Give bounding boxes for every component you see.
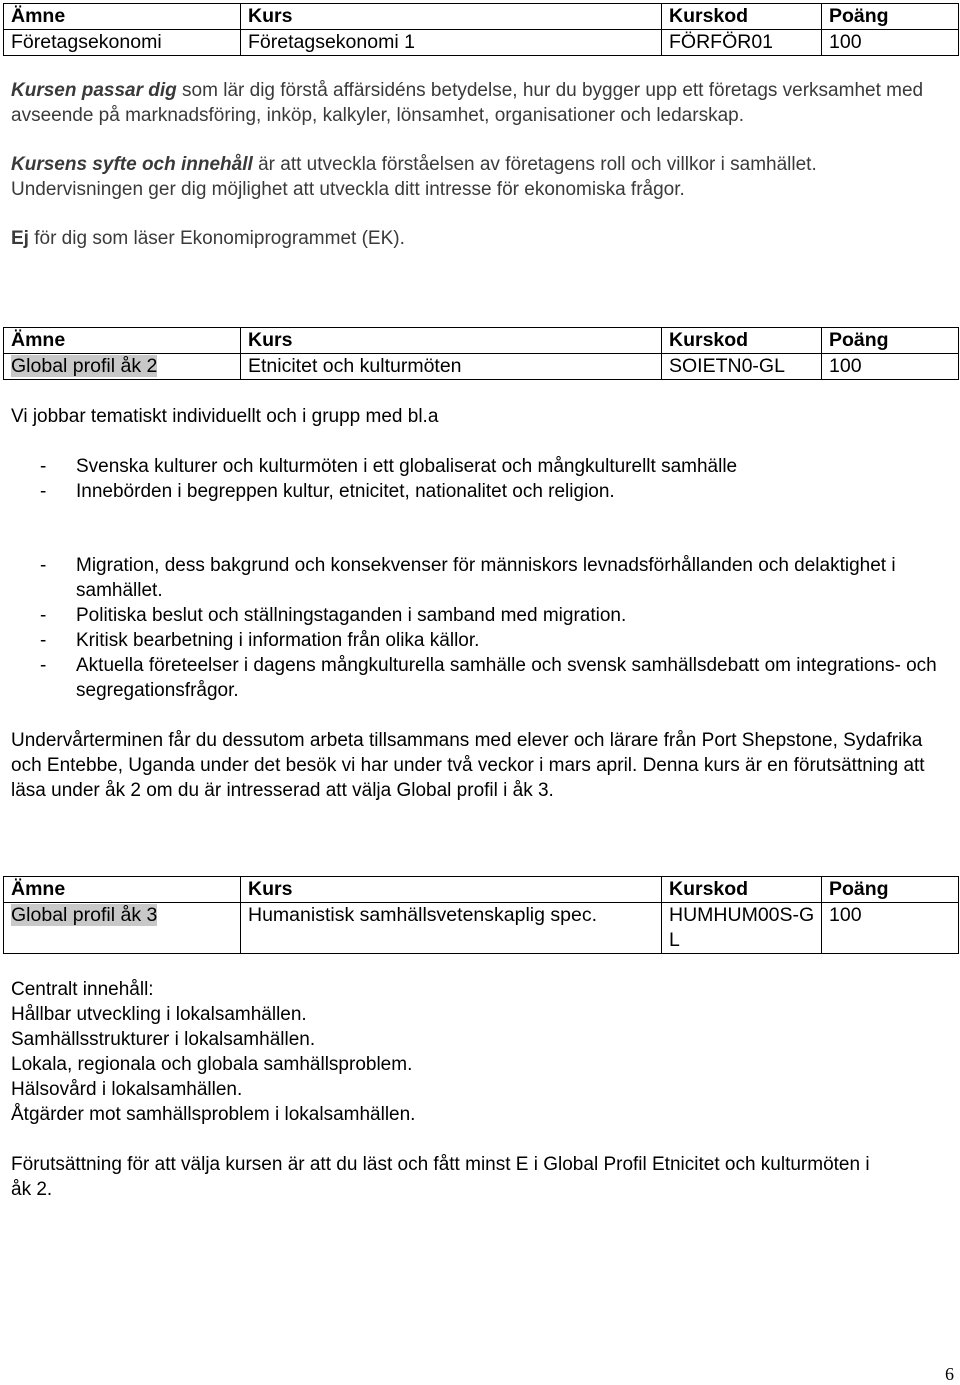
cell-poang: 100: [822, 903, 959, 954]
paragraph-kursen-passar: [11, 78, 951, 128]
course-table-global-profil-ak2: [3, 327, 959, 380]
table-row: [4, 354, 959, 380]
header-poang: Poäng: [822, 877, 959, 903]
text-ej: för dig som läser Ekonomiprogrammet (EK).: [28, 228, 405, 249]
list-item: - Innebörden i begreppen kultur, etnicitet, nationalitet och religion.: [40, 481, 615, 502]
header-kurs: Kurs: [241, 328, 662, 354]
course-table-foretagsekonomi: [3, 3, 959, 56]
cell-poang: 100: [822, 354, 959, 380]
topic-list-a: [11, 454, 951, 504]
header-poang: Poäng: [822, 4, 959, 30]
content-line: Samhällsstrukturer i lokalsamhällen.: [11, 1029, 316, 1050]
table-row: [4, 903, 959, 954]
list-item: - Svenska kulturer och kulturmöten i ett globaliserat och mångkulturellt samhälle: [40, 456, 738, 477]
topic-list-b: [11, 553, 951, 703]
content-line: Hälsovård i lokalsamhällen.: [11, 1079, 243, 1100]
cell-kurskod: FÖRFÖR01: [662, 30, 822, 56]
header-kurs: Kurs: [241, 4, 662, 30]
cell-amne: [4, 354, 241, 380]
course-description-foretagsekonomi: [11, 78, 951, 251]
header-poang: Poäng: [822, 328, 959, 354]
cell-poang: 100: [822, 30, 959, 56]
list-item: - Aktuella företeelser i dagens mångkulturella samhälle och svensk samhällsdebatt om integrations- och segregationsfrågor.: [40, 655, 937, 701]
prerequisite-text: Förutsättning för att välja kursen är att du läst och fått minst E i Global Profil Etnicitet och kulturmöten i åk 2.: [11, 1154, 870, 1200]
text-syfte: är att utveckla förståelsen av företagens roll och villkor i samhället. Undervisningen ger dig möjlighet att utveckla ditt intresse för ekonomiska frågor.: [11, 154, 817, 200]
header-amne: Ämne: [4, 4, 241, 30]
list-item: - Migration, dess bakgrund och konsekvenser för människors levnadsförhållanden och delaktighet i samhället.: [40, 555, 896, 601]
header-kurskod: Kurskod: [662, 877, 822, 903]
paragraph-syfte: [11, 152, 951, 202]
table-header-row: [4, 328, 959, 354]
header-amne: Ämne: [4, 877, 241, 903]
closing-global-profil-ak2: Undervårterminen får du dessutom arbeta tillsammans med elever och lärare från Port Shepstone, Sydafrika och Entebbe, Uganda under det besök vi har under två veckor i mars april. Denna kurs är en förutsättning att läsa under åk 2 om du är intresserad att välja Global profil i åk 3.: [11, 730, 925, 801]
header-amne: Ämne: [4, 328, 241, 354]
content-line: Lokala, regionala och globala samhällsproblem.: [11, 1054, 413, 1075]
intro-global-profil-ak2: Vi jobbar tematiskt individuellt och i grupp med bl.a: [11, 406, 439, 427]
lead-syfte: Kursens syfte och innehåll: [11, 154, 253, 175]
table-header-row: [4, 4, 959, 30]
list-item: - Kritisk bearbetning i information från olika källor.: [40, 630, 480, 651]
lead-kursen-passar: Kursen passar dig: [11, 80, 177, 101]
table-row: [4, 30, 959, 56]
course-table-global-profil-ak3: [3, 876, 959, 954]
highlighted-subject: Global profil åk 3: [11, 904, 158, 926]
header-kurskod: Kurskod: [662, 328, 822, 354]
header-kurs: Kurs: [241, 877, 662, 903]
cell-kurskod: HUMHUM00S-GL: [662, 903, 822, 954]
cell-kurs: Humanistisk samhällsvetenskaplig spec.: [241, 903, 662, 954]
highlighted-subject: Global profil åk 2: [11, 355, 158, 377]
cell-kurs: Företagsekonomi 1: [241, 30, 662, 56]
central-content: [11, 977, 951, 1127]
cell-amne: [4, 903, 241, 954]
header-kurskod: Kurskod: [662, 4, 822, 30]
paragraph-ej: [11, 226, 951, 251]
cell-kurskod: SOIETN0-GL: [662, 354, 822, 380]
cell-kurs: Etnicitet och kulturmöten: [241, 354, 662, 380]
content-line: Hållbar utveckling i lokalsamhällen.: [11, 1004, 307, 1025]
content-line: Åtgärder mot samhällsproblem i lokalsamhällen.: [11, 1104, 416, 1125]
central-content-heading: Centralt innehåll:: [11, 979, 154, 1000]
table-header-row: [4, 877, 959, 903]
list-item: - Politiska beslut och ställningstaganden i samband med migration.: [40, 605, 627, 626]
text-kursen-passar: som lär dig förstå affärsidéns betydelse, hur du bygger upp ett företags verksamhet med avseende på marknadsföring, inköp, kalkyler, lönsamhet, organisationer och ledarskap.: [11, 80, 924, 126]
lead-ej: Ej: [11, 228, 29, 249]
page-number: 6: [945, 1364, 954, 1384]
cell-amne: Företagsekonomi: [4, 30, 241, 56]
